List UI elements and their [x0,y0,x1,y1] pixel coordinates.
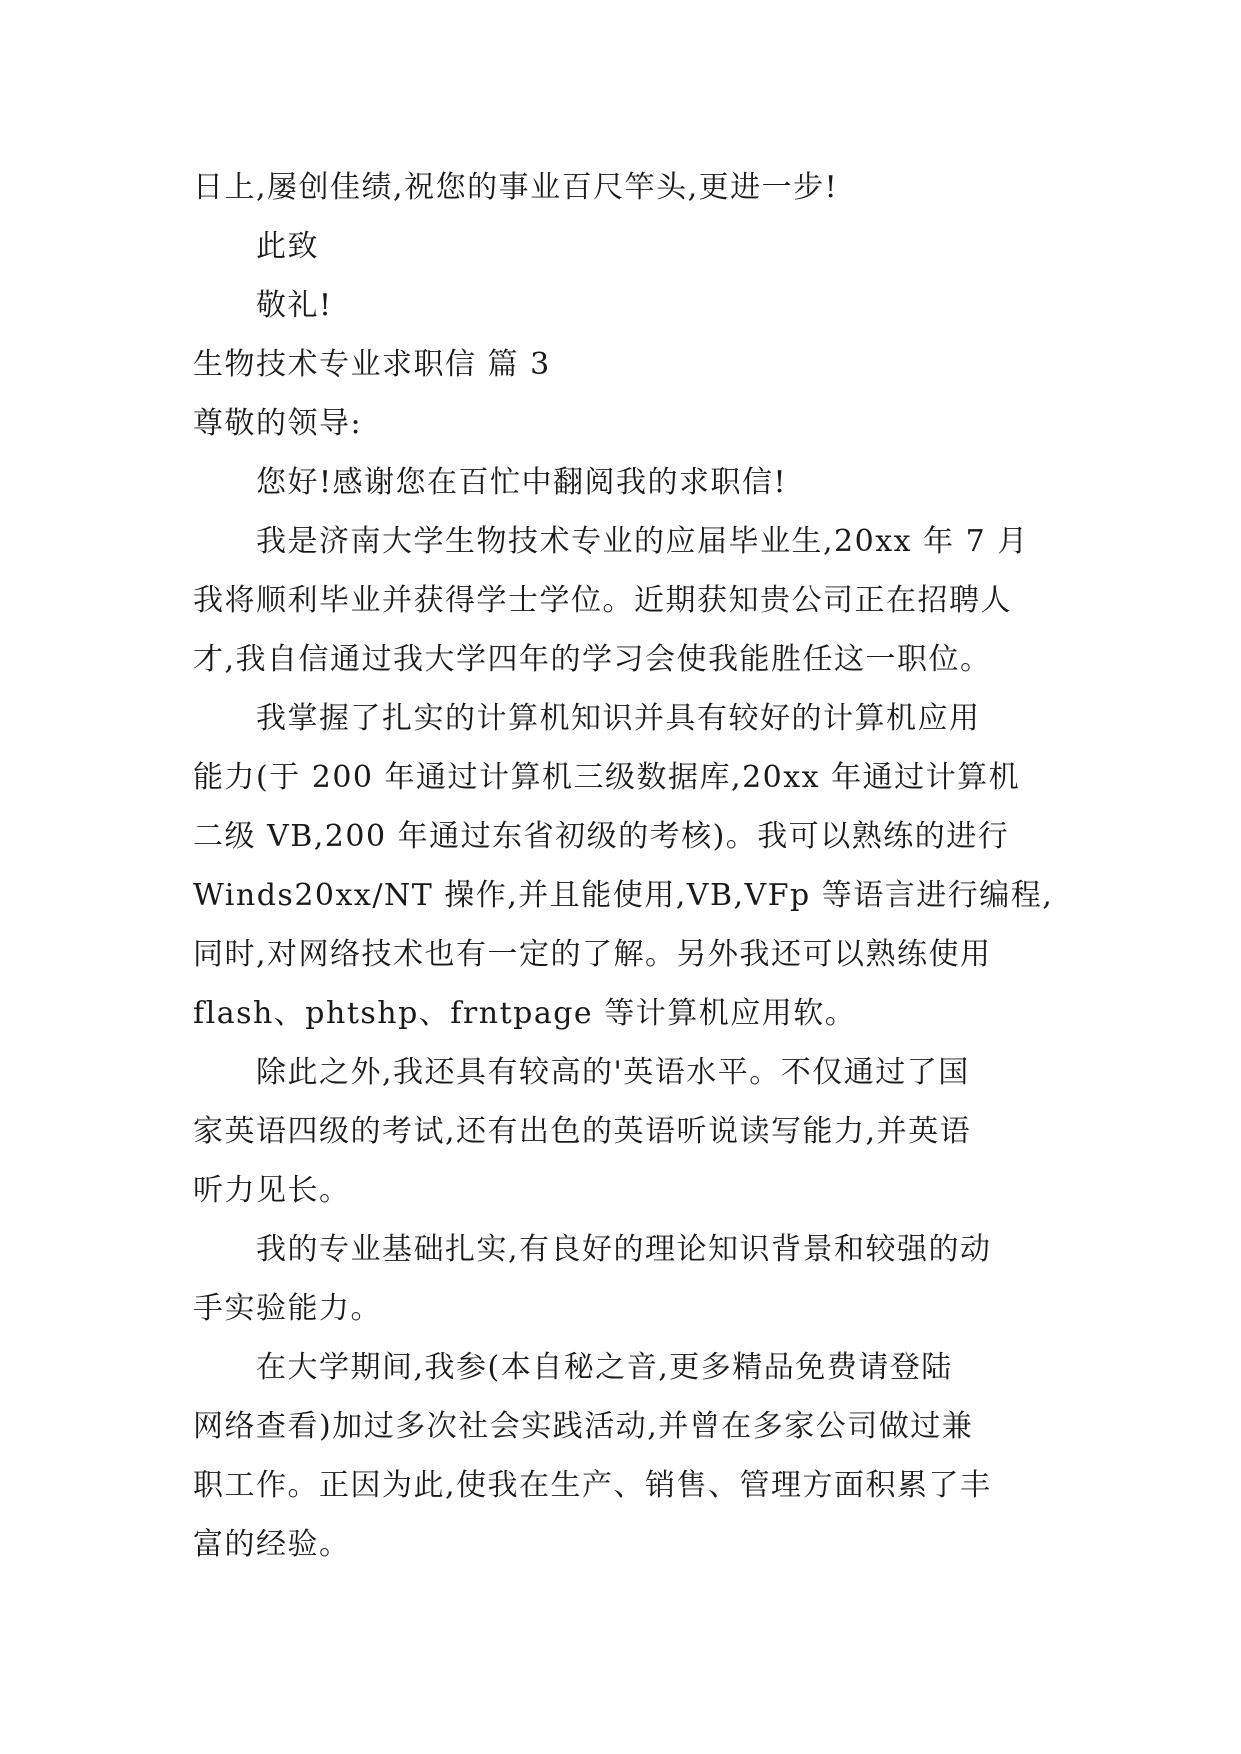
text-line: 家英语四级的考试,还有出色的英语听说读写能力,并英语 [193,1114,972,1149]
letter-body [193,158,1073,1574]
text-line: 二级 VB,200 年通过东省初级的考核)。我可以熟练的进行 [193,819,1010,854]
text-line: 手实验能力。 [193,1291,382,1326]
text-line: Winds20xx/NT 操作,并且能使用,VB,VFp 等语言进行编程, [193,878,1054,913]
text-line: 我将顺利毕业并获得学士学位。近期获知贵公司正在招聘人 [193,583,1012,618]
text-line: 我是济南大学生物技术专业的应届毕业生,20xx 年 7 月 [256,524,1029,559]
text-line: 日上,屡创佳绩,祝您的事业百尺竿头,更进一步! [193,170,839,205]
text-line: 听力见长。 [193,1173,351,1208]
section-heading: 生物技术专业求职信 篇 3 [193,347,551,382]
text-line: 能力(于 200 年通过计算机三级数据库,20xx 年通过计算机 [193,760,1021,795]
text-line: 除此之外,我还具有较高的'英语水平。不仅通过了国 [256,1055,970,1090]
text-line: 您好!感谢您在百忙中翻阅我的求职信! [256,465,788,500]
text-line: 我掌握了扎实的计算机知识并具有较好的计算机应用 [256,701,981,736]
text-line: 同时,对网络技术也有一定的了解。另外我还可以熟练使用 [193,937,992,972]
letter-greeting: 尊敬的领导: [193,406,363,441]
text-line: flash、phtshp、frntpage 等计算机应用软。 [193,996,857,1031]
text-line-closing: 此致 [256,229,319,264]
text-line: 富的经验。 [193,1527,351,1562]
text-line-salutation-end: 敬礼! [256,288,333,323]
text-line: 职工作。正因为此,使我在生产、销售、管理方面积累了丰 [193,1468,992,1503]
text-line: 才,我自信通过我大学四年的学习会使我能胜任这一职位。 [193,642,992,677]
text-line: 我的专业基础扎实,有良好的理论知识背景和较强的动 [256,1232,992,1267]
text-line: 网络查看)加过多次社会实践活动,并曾在多家公司做过兼 [193,1409,974,1444]
text-line: 在大学期间,我参(本自秘之音,更多精品免费请登陆 [256,1350,953,1385]
